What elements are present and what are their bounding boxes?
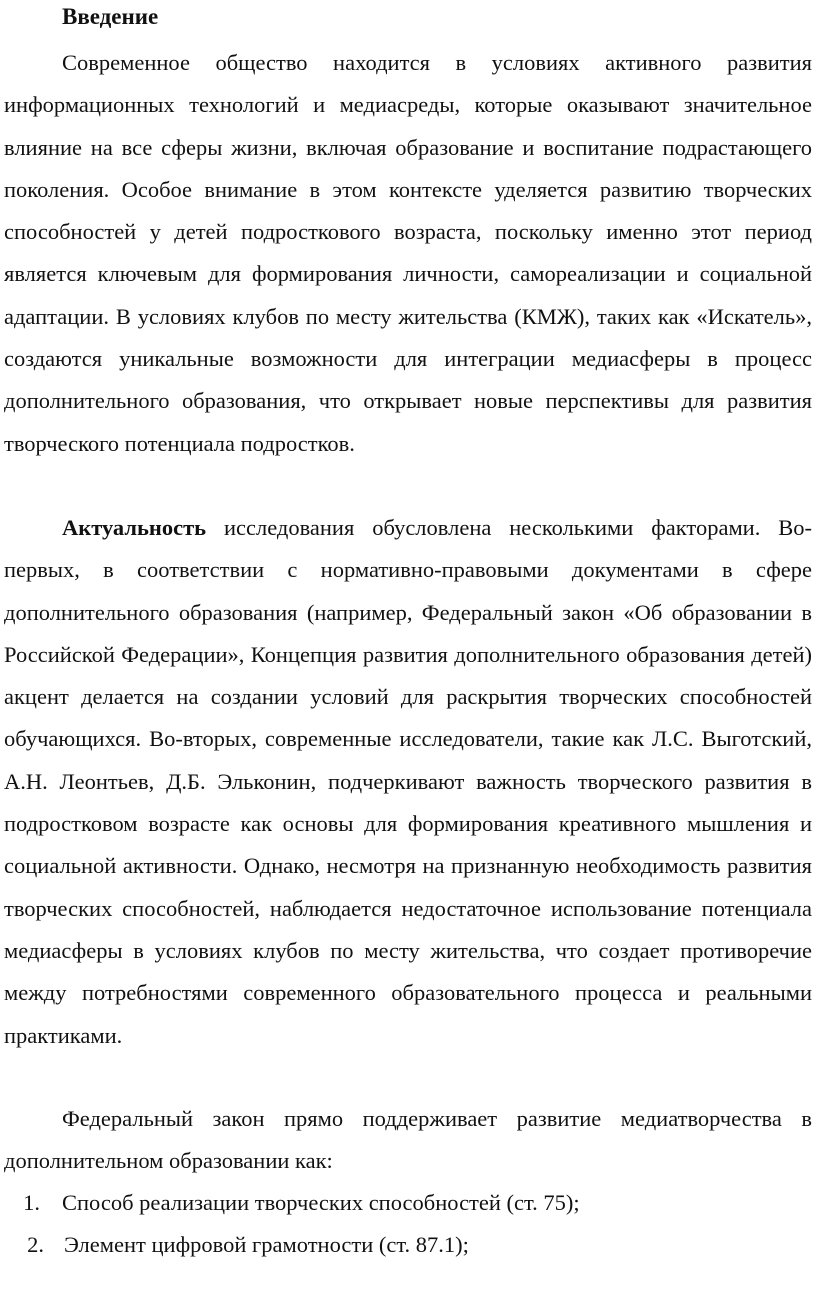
list-item-text: Способ реализации творческих способностей (ст. 75); [62,1190,580,1215]
law-paragraph: Федеральный закон прямо поддерживает развитие медиатворчества в дополнительном образовании как: [4,1106,812,1174]
relevance-term: Актуальность [62,515,207,540]
list-item-text: Элемент цифровой грамотности (ст. 87.1); [64,1232,469,1258]
intro-paragraph: Современное общество находится в условиях активного развития информационных технологий и медиасреды, которые оказывают значительное влияние на все сферы жизни, включая образование и воспитание подрастающего поколения. Особое внимание в этом контексте уделяется развитию творческих способностей у детей подросткового возраста, поскольку именно этот период является ключевым для формирования личности, самореализации и социальной адаптации. В условиях клубов по месту жительства (КМЖ), таких как «Искатель», создаются уникальные возможности для интеграции медиасферы в процесс дополнительного образования, что открывает новые перспективы для развития творческого потенциала подростков. [4,50,812,456]
section-heading: Введение [62,4,159,29]
list-item [0,1182,816,1224]
relevance-text: исследования обусловлена несколькими факторами. Во-первых, в соответствии с нормативно-правовыми документами в сфере дополнительного образования (например, Федеральный закон «Об образовании в Российской Федерации», Концепция развития дополнительного образования детей) акцент делается на создании условий для раскрытия творческих способностей обучающихся. Во-вторых, современные исследователи, такие как Л.С. Выготский, А.Н. Леонтьев, Д.Б. Эльконин, подчеркивают важность творческого развития в подростковом возрасте как основы для формирования креативного мышления и социальной активности. Однако, несмотря на признанную необходимость развития творческих способностей, наблюдается недостаточное использование потенциала медиасферы в условиях клубов по месту жительства, что создает противоречие между потребностями современного образовательного процесса и реальными практиками. [4,515,812,1048]
list-item-number: 2. [27,1232,44,1258]
relevance-paragraph [4,507,812,1057]
numbered-list [0,1182,816,1267]
list-item-number: 1. [23,1190,40,1215]
list-item [0,1224,816,1266]
